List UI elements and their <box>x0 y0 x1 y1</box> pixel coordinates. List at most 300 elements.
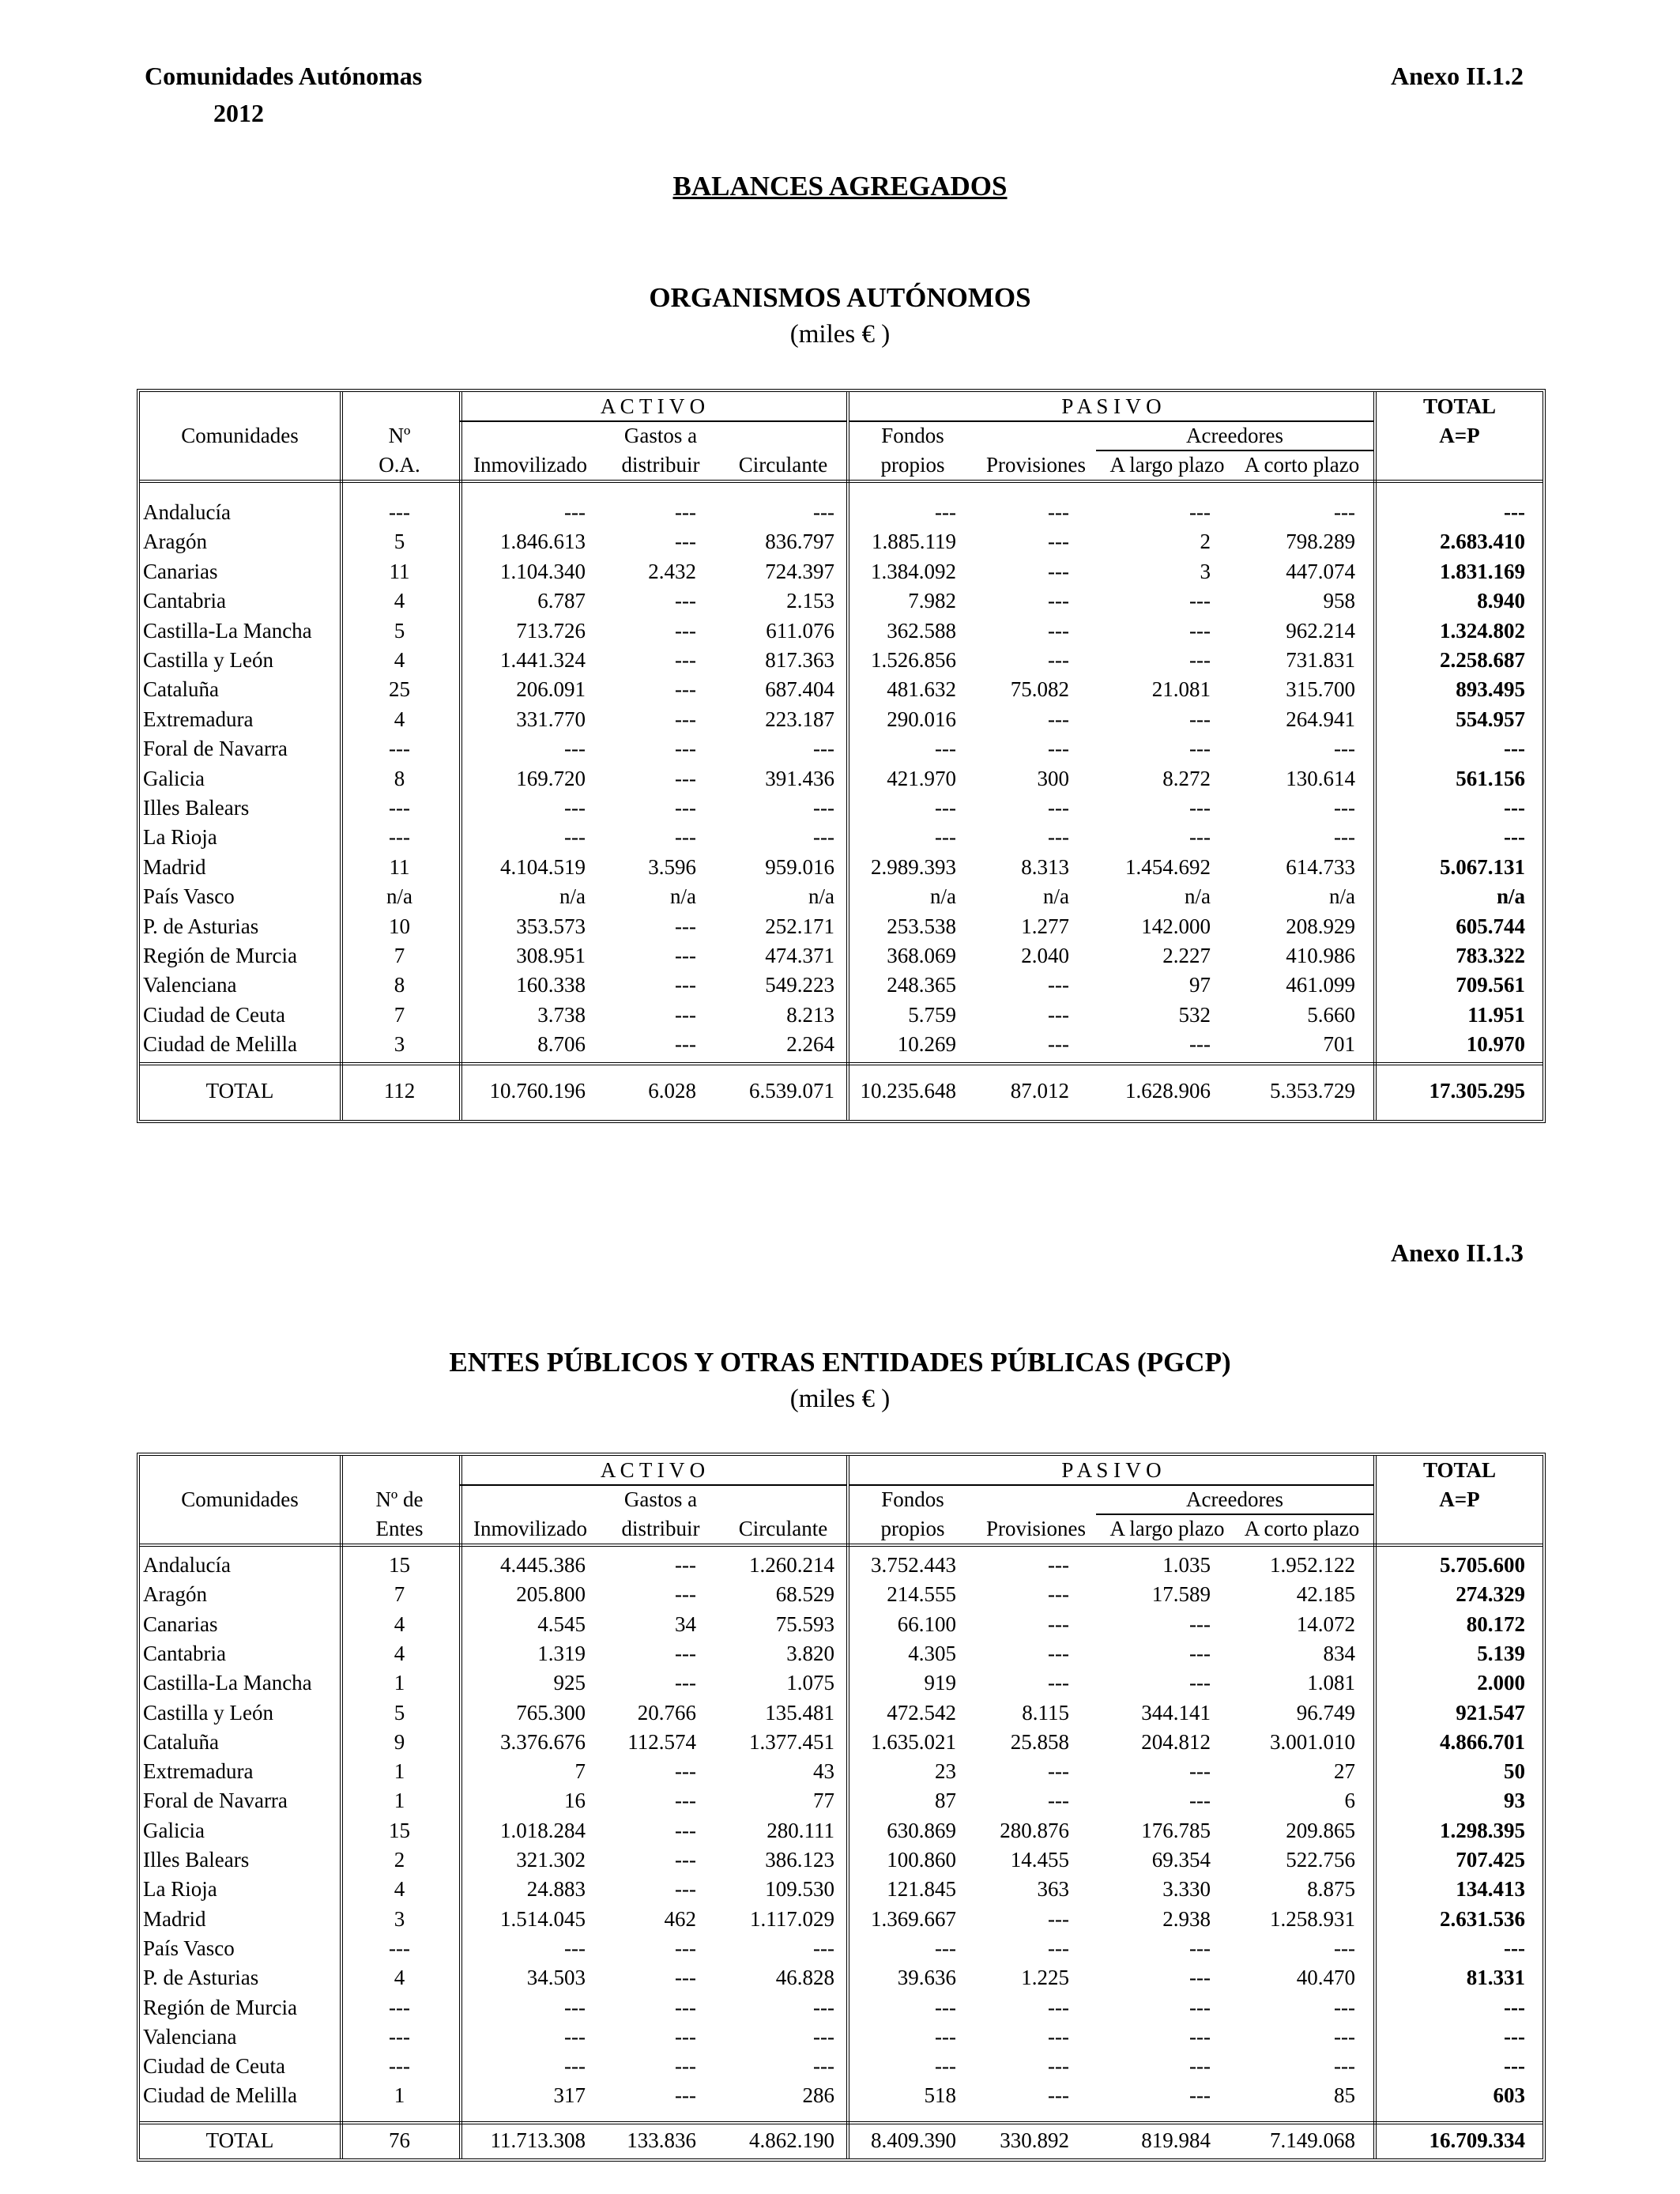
row-label: Galicia <box>143 1818 205 1842</box>
table-cell: 142.000 <box>1141 914 1211 938</box>
table-cell: --- <box>1048 530 1069 554</box>
row-label: Ciudad de Ceuta <box>143 1002 285 1027</box>
header-gastos: Gastos a <box>623 424 698 447</box>
total-cell: 112 <box>383 1079 416 1103</box>
header-bottom-rule <box>140 480 1543 483</box>
total-cell: 87.012 <box>1010 1079 1069 1103</box>
table-cell: --- <box>675 589 696 613</box>
table-cell: 223.187 <box>765 707 834 731</box>
table-cell: n/a <box>559 884 586 909</box>
table-cell: 112.574 <box>627 1729 696 1754</box>
header-comunidades: Comunidades <box>181 1487 299 1511</box>
header-circulante: Circulante <box>738 1517 828 1540</box>
table-cell: --- <box>675 1966 696 1990</box>
table-cell: 9 <box>394 1729 405 1754</box>
table1-units: (miles € ) <box>789 320 891 349</box>
table-cell: 10 <box>389 914 410 938</box>
table-cell: --- <box>389 796 410 820</box>
table-cell: 5.759 <box>908 1002 956 1027</box>
table-cell: 3.330 <box>1162 1877 1211 1902</box>
table-cell: 462 <box>664 1906 696 1931</box>
header-count-unit: Entes <box>375 1517 424 1540</box>
header-total: TOTAL <box>1422 394 1497 418</box>
table-cell: 4.305 <box>908 1641 956 1665</box>
row-label: Cataluña <box>143 677 219 702</box>
table-cell: --- <box>1189 1671 1211 1695</box>
table-entes-publicos <box>137 1453 1546 2162</box>
table-cell: 1.277 <box>1021 914 1069 938</box>
table-cell: --- <box>1048 973 1069 997</box>
table-cell: 11.951 <box>1467 1002 1525 1027</box>
table-cell: --- <box>1048 589 1069 613</box>
table-cell: --- <box>813 2024 834 2049</box>
table-cell: 834 <box>1323 1641 1355 1665</box>
table-cell: 1.319 <box>537 1641 586 1665</box>
total-top-rule <box>140 2121 1543 2124</box>
total-label: TOTAL <box>205 1079 274 1103</box>
total-cell: 6.539.071 <box>749 1079 834 1103</box>
table-cell: --- <box>564 825 586 850</box>
table-cell: 321.302 <box>516 1848 586 1872</box>
table-cell: 368.069 <box>887 944 956 967</box>
table-cell: 68.529 <box>775 1582 834 1607</box>
table-cell: 8 <box>394 766 405 790</box>
table-cell: --- <box>564 796 586 820</box>
table-cell: 317 <box>553 2083 586 2108</box>
table-cell: 2.432 <box>648 559 696 583</box>
table-cell: --- <box>1048 1002 1069 1027</box>
header-count-unit: O.A. <box>379 453 420 477</box>
table-cell: --- <box>675 914 696 938</box>
table-cell: 344.141 <box>1141 1700 1211 1725</box>
table-cell: 2.938 <box>1162 1906 1211 1931</box>
header-total-ap: A=P <box>1439 424 1480 447</box>
table-cell: --- <box>1189 1936 1211 1960</box>
table-cell: --- <box>675 618 696 643</box>
row-label: Región de Murcia <box>143 1995 297 2019</box>
table-cell: --- <box>935 2024 956 2049</box>
table-cell: 253.538 <box>887 914 956 938</box>
table-cell: --- <box>935 1936 956 1960</box>
table-cell: 4 <box>394 707 405 731</box>
table-cell: 10.269 <box>897 1032 956 1057</box>
table-cell: 554.957 <box>1456 707 1525 731</box>
table-cell: 5 <box>394 530 405 554</box>
table-cell: n/a <box>1496 884 1525 909</box>
table-cell: --- <box>1334 825 1355 850</box>
table-cell: 315.700 <box>1286 677 1355 702</box>
table-cell: --- <box>564 500 586 524</box>
header-acreedores: Acreedores <box>1186 1487 1283 1511</box>
row-label: Foral de Navarra <box>143 1789 288 1813</box>
table-cell: --- <box>564 1995 586 2019</box>
table-cell: --- <box>1048 1906 1069 1931</box>
table-cell: 1.885.119 <box>872 530 956 554</box>
table-cell: 308.951 <box>516 944 586 967</box>
table-cell: 461.099 <box>1286 973 1355 997</box>
total-cell: 1.628.906 <box>1125 1079 1211 1103</box>
table-cell: 3.752.443 <box>871 1553 956 1577</box>
table-cell: 1.384.092 <box>871 559 956 583</box>
table-cell: 3.001.010 <box>1270 1729 1355 1754</box>
table-cell: 42.185 <box>1296 1582 1355 1607</box>
table-cell: 4 <box>394 1612 405 1636</box>
table-cell: n/a <box>930 884 956 909</box>
table-cell: 25.858 <box>1010 1729 1069 1754</box>
table-cell: 4 <box>394 1641 405 1665</box>
row-label: Castilla y León <box>143 1700 273 1725</box>
table-cell: 4 <box>394 1966 405 1990</box>
table-cell: --- <box>1048 825 1069 850</box>
table2-units: (miles € ) <box>789 1385 891 1413</box>
table-cell: 6.787 <box>537 589 586 613</box>
table-cell: 1.104.340 <box>500 559 586 583</box>
table-cell: --- <box>1048 1032 1069 1057</box>
total-cell: 5.353.729 <box>1270 1079 1355 1103</box>
table-cell: --- <box>1048 618 1069 643</box>
table-cell: --- <box>1504 2024 1525 2049</box>
table-cell: --- <box>1189 1612 1211 1636</box>
table-cell: 160.338 <box>516 973 586 997</box>
table-cell: 15 <box>389 1553 410 1577</box>
table-cell: 836.797 <box>765 530 834 554</box>
table-cell: --- <box>1189 618 1211 643</box>
table-cell: --- <box>1334 1936 1355 1960</box>
table-cell: 85 <box>1334 2083 1355 2108</box>
table-cell: --- <box>1189 1759 1211 1784</box>
table-cell: --- <box>935 500 956 524</box>
row-label: Ciudad de Melilla <box>143 2083 297 2108</box>
table-cell: 11 <box>389 854 410 879</box>
table-cell: --- <box>675 944 696 967</box>
row-label: Cataluña <box>143 1729 219 1754</box>
table-cell: 5.660 <box>1307 1002 1355 1027</box>
total-cell: 819.984 <box>1141 2128 1211 2152</box>
table-cell: --- <box>1189 2024 1211 2049</box>
header-fondos: Fondos <box>881 1487 944 1511</box>
header-total: TOTAL <box>1422 1458 1497 1482</box>
table-cell: --- <box>1189 1641 1211 1665</box>
row-label: Ciudad de Ceuta <box>143 2054 285 2079</box>
table-cell: --- <box>1189 1966 1211 1990</box>
table-cell: --- <box>389 1936 410 1960</box>
table-cell: 817.363 <box>765 648 834 672</box>
table-cell: 561.156 <box>1456 766 1525 790</box>
table-cell: 97 <box>1189 973 1211 997</box>
header-distribuir: distribuir <box>621 453 700 477</box>
table-cell: 20.766 <box>637 1700 696 1725</box>
table-cell: --- <box>1334 2054 1355 2079</box>
table-cell: --- <box>1189 825 1211 850</box>
table-cell: 1.454.692 <box>1125 854 1211 879</box>
table-cell: --- <box>1048 1936 1069 1960</box>
table-cell: --- <box>813 2054 834 2079</box>
table-cell: 75.593 <box>775 1612 834 1636</box>
row-label: Illes Balears <box>143 796 250 820</box>
table-cell: 5.705.600 <box>1440 1553 1525 1577</box>
table-cell: 248.365 <box>887 973 956 997</box>
row-label: Canarias <box>143 559 218 583</box>
table-cell: 100.860 <box>887 1848 956 1872</box>
table-cell: 8.875 <box>1307 1877 1355 1902</box>
table-cell: 1.441.324 <box>500 648 586 672</box>
row-label: Canarias <box>143 1612 218 1636</box>
table-cell: 8.706 <box>537 1032 586 1057</box>
table-cell: --- <box>675 1671 696 1695</box>
header-gastos: Gastos a <box>623 1487 698 1511</box>
table-cell: 2 <box>1200 530 1211 554</box>
header-inmovilizado: Inmovilizado <box>473 1517 587 1540</box>
table-cell: --- <box>675 2083 696 2108</box>
table1-title: ORGANISMOS AUTÓNOMOS <box>649 282 1031 313</box>
table-cell: --- <box>1048 1671 1069 1695</box>
table-cell: 1 <box>394 2083 405 2108</box>
header-bottom-rule <box>140 1544 1543 1547</box>
table-cell: --- <box>675 2054 696 2079</box>
table-cell: 893.495 <box>1456 677 1525 702</box>
header-corto-plazo: A corto plazo <box>1244 1517 1360 1540</box>
table-cell: 34.503 <box>526 1966 586 1990</box>
table-cell: 8.213 <box>786 1002 834 1027</box>
table-cell: --- <box>1048 1641 1069 1665</box>
table-cell: 252.171 <box>765 914 834 938</box>
row-label: Valenciana <box>143 2024 237 2049</box>
table-cell: 264.941 <box>1286 707 1355 731</box>
table-cell: --- <box>675 1877 696 1902</box>
table-cell: 204.812 <box>1141 1729 1211 1754</box>
table-cell: 2.153 <box>786 589 834 613</box>
header-circulante: Circulante <box>738 453 828 477</box>
table-cell: n/a <box>1043 884 1069 909</box>
table-cell: 630.869 <box>887 1818 956 1842</box>
row-label: Aragón <box>143 1582 207 1607</box>
row-label: Andalucía <box>143 500 231 524</box>
table-cell: --- <box>813 500 834 524</box>
row-label: P. de Asturias <box>143 914 259 938</box>
table-cell: --- <box>1504 1936 1525 1960</box>
table-cell: 2.040 <box>1021 944 1069 967</box>
table-cell: 522.756 <box>1286 1848 1355 1872</box>
table-cell: 3 <box>394 1906 405 1931</box>
table-cell: --- <box>675 766 696 790</box>
table-cell: 290.016 <box>887 707 956 731</box>
total-cell: 17.305.295 <box>1429 1079 1525 1103</box>
table-cell: 134.413 <box>1456 1877 1525 1902</box>
table-cell: 169.720 <box>516 766 586 790</box>
table-cell: --- <box>564 737 586 761</box>
header-corto-plazo: A corto plazo <box>1244 453 1360 477</box>
table-cell: --- <box>1189 737 1211 761</box>
table-cell: 8.940 <box>1477 589 1525 613</box>
table-cell: 1.324.802 <box>1440 618 1525 643</box>
row-label: Cantabria <box>143 1641 226 1665</box>
table-cell: 1.526.856 <box>871 648 956 672</box>
table-cell: 280.111 <box>767 1818 834 1842</box>
table-cell: --- <box>1048 796 1069 820</box>
table-cell: 43 <box>813 1759 834 1784</box>
row-label: Foral de Navarra <box>143 737 288 761</box>
total-cell: 7.149.068 <box>1270 2128 1355 2152</box>
table-cell: 2.258.687 <box>1440 648 1525 672</box>
table2-title: ENTES PÚBLICOS Y OTRAS ENTIDADES PÚBLICAS (PGCP) <box>449 1347 1231 1378</box>
table-cell: --- <box>675 1582 696 1607</box>
table-cell: 783.322 <box>1456 944 1525 967</box>
table-cell: 1.258.931 <box>1270 1906 1355 1931</box>
table-cell: --- <box>389 2024 410 2049</box>
row-label: Cantabria <box>143 589 226 613</box>
table-cell: 24.883 <box>526 1877 586 1902</box>
table-cell: 25 <box>389 677 410 702</box>
row-label: Castilla-La Mancha <box>143 1671 312 1695</box>
table-cell: 474.371 <box>765 944 834 967</box>
table-cell: --- <box>1189 589 1211 613</box>
header-comunidades: Comunidades <box>181 424 299 447</box>
page-title: BALANCES AGREGADOS <box>672 171 1008 202</box>
row-label: Ciudad de Melilla <box>143 1032 297 1057</box>
header-largo-plazo: A largo plazo <box>1109 1517 1225 1540</box>
row-label: Madrid <box>143 1906 206 1931</box>
table-cell: 11 <box>389 559 410 583</box>
table-cell: 3 <box>1200 559 1211 583</box>
row-label: Valenciana <box>143 973 237 997</box>
total-cell: 133.836 <box>627 2128 696 2152</box>
table-cell: 1.377.451 <box>749 1729 834 1754</box>
total-cell: 76 <box>389 2128 410 2152</box>
table-cell: 921.547 <box>1456 1700 1525 1725</box>
table-cell: --- <box>564 2054 586 2079</box>
header-count: Nº de <box>375 1487 424 1511</box>
table-cell: 603 <box>1493 2083 1525 2108</box>
table-cell: 4.866.701 <box>1440 1729 1525 1754</box>
table-cell: 4.445.386 <box>500 1553 586 1577</box>
header-pasivo: P A S I V O <box>1061 1458 1162 1482</box>
table-cell: 8 <box>394 973 405 997</box>
table-cell: 1 <box>394 1671 405 1695</box>
table-cell: 386.123 <box>765 1848 834 1872</box>
table-cell: n/a <box>808 884 834 909</box>
table-cell: --- <box>389 737 410 761</box>
table-cell: --- <box>675 707 696 731</box>
row-label: Illes Balears <box>143 1848 250 1872</box>
table-cell: 109.530 <box>765 1877 834 1902</box>
table-cell: --- <box>1334 796 1355 820</box>
table-cell: 87 <box>935 1789 956 1813</box>
table-cell: --- <box>1189 1032 1211 1057</box>
table-cell: --- <box>935 796 956 820</box>
table-cell: 1.635.021 <box>871 1729 956 1754</box>
total-cell: 16.709.334 <box>1429 2128 1525 2152</box>
table-cell: 1.952.122 <box>1270 1553 1355 1577</box>
header-inmovilizado: Inmovilizado <box>473 453 587 477</box>
table-cell: --- <box>1504 2054 1525 2079</box>
table-cell: --- <box>675 1848 696 1872</box>
table-cell: --- <box>675 1759 696 1784</box>
table-cell: 1.117.029 <box>750 1906 834 1931</box>
row-label: Aragón <box>143 530 207 554</box>
row-label: Galicia <box>143 766 205 790</box>
table-cell: 1.831.169 <box>1440 559 1525 583</box>
table-cell: 8.272 <box>1162 766 1211 790</box>
header-propios: propios <box>880 1517 945 1540</box>
table-cell: 701 <box>1323 1032 1355 1057</box>
table-cell: 2 <box>394 1848 405 1872</box>
table-cell: n/a <box>670 884 696 909</box>
table-cell: 1 <box>394 1759 405 1784</box>
table-cell: 3.596 <box>648 854 696 879</box>
table-cell: 6 <box>1344 1789 1355 1813</box>
header-pasivo: P A S I V O <box>1061 394 1162 418</box>
table-cell: 363 <box>1037 1877 1069 1902</box>
table-cell: --- <box>1048 2054 1069 2079</box>
table-cell: --- <box>675 648 696 672</box>
total-cell: 8.409.390 <box>871 2128 956 2152</box>
total-cell: 330.892 <box>1000 2128 1069 2152</box>
table-cell: 331.770 <box>516 707 586 731</box>
table-cell: 4.545 <box>537 1612 586 1636</box>
table-cell: --- <box>675 677 696 702</box>
table-cell: 731.831 <box>1286 648 1355 672</box>
table-cell: --- <box>1048 648 1069 672</box>
table-cell: 286 <box>802 2083 834 2108</box>
table-cell: --- <box>1189 2083 1211 2108</box>
table-cell: 3.376.676 <box>500 1729 586 1754</box>
table-cell: --- <box>1048 1553 1069 1577</box>
table-cell: 81.331 <box>1466 1966 1525 1990</box>
table-cell: 80.172 <box>1466 1612 1525 1636</box>
table-cell: 4.104.519 <box>500 854 586 879</box>
table-cell: 208.929 <box>1286 914 1355 938</box>
table-cell: --- <box>675 500 696 524</box>
table-cell: 925 <box>553 1671 586 1695</box>
table-cell: 959.016 <box>765 854 834 879</box>
table-cell: n/a <box>1185 884 1211 909</box>
table-cell: 2.000 <box>1477 1671 1525 1695</box>
row-label: País Vasco <box>143 884 235 909</box>
table-cell: 1.075 <box>786 1671 834 1695</box>
table-cell: --- <box>1334 737 1355 761</box>
table-cell: --- <box>1048 707 1069 731</box>
table-cell: 130.614 <box>1286 766 1355 790</box>
table-cell: 77 <box>813 1789 834 1813</box>
table-cell: 5 <box>394 618 405 643</box>
table-cell: --- <box>675 1936 696 1960</box>
header-largo-plazo: A largo plazo <box>1109 453 1225 477</box>
total-cell: 10.760.196 <box>489 1079 586 1103</box>
table-cell: 2.631.536 <box>1440 1906 1525 1931</box>
header-provisiones: Provisiones <box>985 453 1086 477</box>
table-cell: 1.081 <box>1307 1671 1355 1695</box>
total-cell: 4.862.190 <box>749 2128 834 2152</box>
row-label: P. de Asturias <box>143 1966 259 1990</box>
table-cell: 206.091 <box>516 677 586 702</box>
table-cell: --- <box>1189 648 1211 672</box>
table-cell: 962.214 <box>1286 618 1355 643</box>
table-cell: --- <box>813 796 834 820</box>
table-cell: 4 <box>394 589 405 613</box>
table-cell: 46.828 <box>775 1966 834 1990</box>
table-cell: --- <box>935 2054 956 2079</box>
table-cell: 93 <box>1504 1789 1525 1813</box>
row-label: Extremadura <box>143 707 254 731</box>
table-cell: --- <box>1189 796 1211 820</box>
table-cell: 798.289 <box>1286 530 1355 554</box>
table-cell: --- <box>675 1641 696 1665</box>
table-cell: --- <box>1048 1759 1069 1784</box>
table-cell: 40.470 <box>1296 1966 1355 1990</box>
total-label: TOTAL <box>205 2128 274 2152</box>
row-label: Madrid <box>143 854 206 879</box>
row-label: La Rioja <box>143 1877 217 1902</box>
